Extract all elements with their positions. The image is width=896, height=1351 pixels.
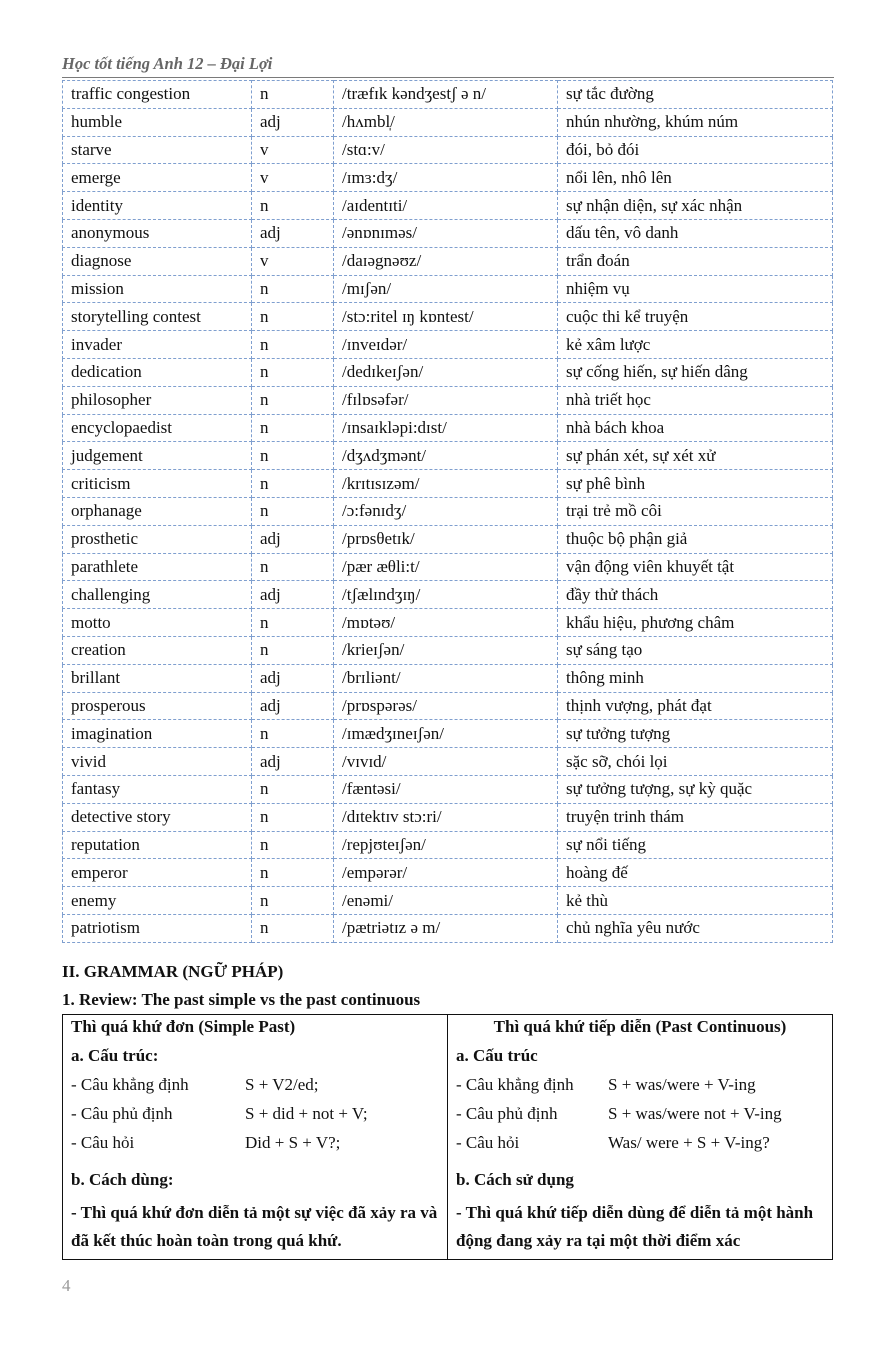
word-cell: humble bbox=[63, 108, 252, 136]
form-label: - Câu hỏi bbox=[71, 1133, 135, 1152]
form-formula: Did + S + V?; bbox=[245, 1133, 341, 1152]
word-cell: identity bbox=[63, 192, 252, 220]
meaning-cell: sự sáng tạo bbox=[558, 636, 833, 664]
part-of-speech-cell: n bbox=[252, 803, 334, 831]
part-of-speech-cell: adj bbox=[252, 219, 334, 247]
table-row bbox=[63, 164, 833, 192]
meaning-cell: dấu tên, vô danh bbox=[558, 219, 833, 247]
word-cell: challenging bbox=[63, 581, 252, 609]
pronunciation-cell: /ɪmɜ:dʒ/ bbox=[334, 164, 558, 192]
part-of-speech-cell: n bbox=[252, 831, 334, 859]
part-of-speech-cell: v bbox=[252, 247, 334, 275]
meaning-cell: nổi lên, nhô lên bbox=[558, 164, 833, 192]
word-cell: philosopher bbox=[63, 386, 252, 414]
page-number: 4 bbox=[62, 1276, 71, 1295]
part-of-speech-cell: n bbox=[252, 720, 334, 748]
pronunciation-cell: /hʌmbl̩/ bbox=[334, 108, 558, 136]
part-of-speech-cell: n bbox=[252, 914, 334, 942]
past-continuous-structure-label: a. Cấu trúc bbox=[456, 1046, 538, 1065]
pronunciation-cell: /træfɪk kəndʒestʃ ə n/ bbox=[334, 81, 558, 109]
part-of-speech-cell: n bbox=[252, 497, 334, 525]
part-of-speech-cell: n bbox=[252, 887, 334, 915]
pronunciation-cell: /aɪdentɪti/ bbox=[334, 192, 558, 220]
pronunciation-cell: /ɪmædʒɪneɪʃən/ bbox=[334, 720, 558, 748]
part-of-speech-cell: n bbox=[252, 553, 334, 581]
grammar-comparison-table bbox=[62, 1014, 833, 1260]
table-row bbox=[63, 192, 833, 220]
word-cell: storytelling contest bbox=[63, 303, 252, 331]
table-row bbox=[63, 636, 833, 664]
table-row bbox=[63, 414, 833, 442]
past-continuous-column bbox=[448, 1015, 833, 1260]
meaning-cell: nhún nhường, khúm núm bbox=[558, 108, 833, 136]
vocabulary-table-body bbox=[63, 81, 833, 943]
vocabulary-table bbox=[62, 80, 833, 943]
word-cell: invader bbox=[63, 331, 252, 359]
table-row bbox=[63, 887, 833, 915]
meaning-cell: nhà bách khoa bbox=[558, 414, 833, 442]
meaning-cell: thuộc bộ phận giả bbox=[558, 525, 833, 553]
meaning-cell: sặc sỡ, chói lọi bbox=[558, 748, 833, 776]
running-header: Học tốt tiếng Anh 12 – Đại Lợi bbox=[62, 54, 834, 78]
simple-past-row bbox=[71, 1075, 439, 1097]
meaning-cell: trẩn đoán bbox=[558, 247, 833, 275]
word-cell: starve bbox=[63, 136, 252, 164]
pronunciation-cell: /prɒspərəs/ bbox=[334, 692, 558, 720]
part-of-speech-cell: n bbox=[252, 192, 334, 220]
word-cell: brillant bbox=[63, 664, 252, 692]
part-of-speech-cell: v bbox=[252, 164, 334, 192]
table-row bbox=[63, 497, 833, 525]
meaning-cell: đói, bỏ đói bbox=[558, 136, 833, 164]
word-cell: motto bbox=[63, 609, 252, 637]
table-row bbox=[63, 136, 833, 164]
word-cell: mission bbox=[63, 275, 252, 303]
pronunciation-cell: /pær æθli:t/ bbox=[334, 553, 558, 581]
grammar-subsection-title: 1. Review: The past simple vs the past continuous bbox=[62, 990, 421, 1009]
table-row bbox=[63, 81, 833, 109]
simple-past-structure-label: a. Cấu trúc: bbox=[71, 1046, 159, 1065]
pronunciation-cell: /ɪnveɪdər/ bbox=[334, 331, 558, 359]
simple-past-usage-label: b. Cách dùng: bbox=[71, 1170, 174, 1189]
pronunciation-cell: /daɪəgnəʊz/ bbox=[334, 247, 558, 275]
meaning-cell: sự nhận diện, sự xác nhận bbox=[558, 192, 833, 220]
word-cell: anonymous bbox=[63, 219, 252, 247]
table-row bbox=[63, 386, 833, 414]
meaning-cell: đầy thử thách bbox=[558, 581, 833, 609]
word-cell: diagnose bbox=[63, 247, 252, 275]
table-row bbox=[63, 748, 833, 776]
table-row bbox=[63, 275, 833, 303]
part-of-speech-cell: adj bbox=[252, 581, 334, 609]
word-cell: imagination bbox=[63, 720, 252, 748]
table-row bbox=[63, 581, 833, 609]
pronunciation-cell: /enəmi/ bbox=[334, 887, 558, 915]
table-row bbox=[63, 720, 833, 748]
past-continuous-row bbox=[456, 1075, 824, 1097]
form-formula: S + was/were not + V-ing bbox=[608, 1104, 782, 1123]
word-cell: judgement bbox=[63, 442, 252, 470]
form-label: - Câu phủ định bbox=[456, 1104, 558, 1123]
meaning-cell: sự tắc đường bbox=[558, 81, 833, 109]
word-cell: emerge bbox=[63, 164, 252, 192]
table-row bbox=[63, 331, 833, 359]
pronunciation-cell: /dɪtektɪv stɔ:ri/ bbox=[334, 803, 558, 831]
part-of-speech-cell: n bbox=[252, 414, 334, 442]
form-label: - Câu khẳng định bbox=[71, 1075, 189, 1094]
word-cell: creation bbox=[63, 636, 252, 664]
pronunciation-cell: /stɔ:ritel ɪŋ kɒntest/ bbox=[334, 303, 558, 331]
meaning-cell: sự phán xét, sự xét xử bbox=[558, 442, 833, 470]
table-row bbox=[63, 358, 833, 386]
table-row bbox=[63, 664, 833, 692]
table-row bbox=[63, 553, 833, 581]
part-of-speech-cell: n bbox=[252, 386, 334, 414]
word-cell: patriotism bbox=[63, 914, 252, 942]
meaning-cell: sự tưởng tượng, sự kỳ quặc bbox=[558, 775, 833, 803]
pronunciation-cell: /fæntəsi/ bbox=[334, 775, 558, 803]
meaning-cell: cuộc thi kể truyện bbox=[558, 303, 833, 331]
pronunciation-cell: /repjʊteɪʃən/ bbox=[334, 831, 558, 859]
word-cell: encyclopaedist bbox=[63, 414, 252, 442]
simple-past-row bbox=[71, 1104, 439, 1126]
part-of-speech-cell: n bbox=[252, 81, 334, 109]
past-continuous-row bbox=[456, 1133, 824, 1155]
word-cell: dedication bbox=[63, 358, 252, 386]
word-cell: detective story bbox=[63, 803, 252, 831]
word-cell: prosthetic bbox=[63, 525, 252, 553]
pronunciation-cell: /krɪtɪsɪzəm/ bbox=[334, 470, 558, 498]
meaning-cell: hoàng đế bbox=[558, 859, 833, 887]
table-row bbox=[63, 108, 833, 136]
table-row bbox=[63, 525, 833, 553]
part-of-speech-cell: adj bbox=[252, 664, 334, 692]
table-row bbox=[63, 609, 833, 637]
meaning-cell: trại trẻ mồ côi bbox=[558, 497, 833, 525]
table-row bbox=[63, 442, 833, 470]
pronunciation-cell: /tʃælɪndʒɪŋ/ bbox=[334, 581, 558, 609]
grammar-section-title: II. GRAMMAR (NGỮ PHÁP) bbox=[62, 962, 284, 981]
meaning-cell: kẻ thù bbox=[558, 887, 833, 915]
form-formula: S + V2/ed; bbox=[245, 1075, 319, 1094]
pronunciation-cell: /ɪnsaɪkləpi:dɪst/ bbox=[334, 414, 558, 442]
form-label: - Câu hỏi bbox=[456, 1133, 520, 1152]
past-continuous-usage-label: b. Cách sử dụng bbox=[456, 1170, 574, 1189]
word-cell: fantasy bbox=[63, 775, 252, 803]
meaning-cell: vận động viên khuyết tật bbox=[558, 553, 833, 581]
part-of-speech-cell: n bbox=[252, 303, 334, 331]
pronunciation-cell: /dʒʌdʒmənt/ bbox=[334, 442, 558, 470]
part-of-speech-cell: n bbox=[252, 775, 334, 803]
meaning-cell: thông minh bbox=[558, 664, 833, 692]
pronunciation-cell: /empərər/ bbox=[334, 859, 558, 887]
form-label: - Câu phủ định bbox=[71, 1104, 173, 1123]
word-cell: emperor bbox=[63, 859, 252, 887]
meaning-cell: sự nổi tiếng bbox=[558, 831, 833, 859]
word-cell: prosperous bbox=[63, 692, 252, 720]
part-of-speech-cell: adj bbox=[252, 748, 334, 776]
part-of-speech-cell: n bbox=[252, 275, 334, 303]
pronunciation-cell: /pætriətɪz ə m/ bbox=[334, 914, 558, 942]
pronunciation-cell: /mɪʃən/ bbox=[334, 275, 558, 303]
part-of-speech-cell: n bbox=[252, 609, 334, 637]
part-of-speech-cell: n bbox=[252, 358, 334, 386]
part-of-speech-cell: n bbox=[252, 859, 334, 887]
table-row bbox=[63, 859, 833, 887]
table-row bbox=[63, 219, 833, 247]
pronunciation-cell: /krieɪʃən/ bbox=[334, 636, 558, 664]
word-cell: vivid bbox=[63, 748, 252, 776]
part-of-speech-cell: n bbox=[252, 470, 334, 498]
pronunciation-cell: /ɔ:fənɪdʒ/ bbox=[334, 497, 558, 525]
pronunciation-cell: /prɒsθetɪk/ bbox=[334, 525, 558, 553]
form-label: - Câu khẳng định bbox=[456, 1075, 574, 1094]
meaning-cell: thịnh vượng, phát đạt bbox=[558, 692, 833, 720]
table-row bbox=[63, 303, 833, 331]
table-row bbox=[63, 470, 833, 498]
simple-past-row bbox=[71, 1133, 439, 1155]
part-of-speech-cell: n bbox=[252, 442, 334, 470]
meaning-cell: sự phê bình bbox=[558, 470, 833, 498]
simple-past-usage-text: - Thì quá khứ đơn diễn tả một sự việc đã xảy ra và đã kết thúc hoàn toàn trong quá khứ. bbox=[71, 1203, 438, 1250]
pronunciation-cell: /ənɒnɪməs/ bbox=[334, 219, 558, 247]
simple-past-heading: Thì quá khứ đơn (Simple Past) bbox=[71, 1017, 296, 1036]
meaning-cell: truyện trinh thám bbox=[558, 803, 833, 831]
table-row bbox=[63, 914, 833, 942]
meaning-cell: chủ nghĩa yêu nước bbox=[558, 914, 833, 942]
table-row bbox=[63, 803, 833, 831]
part-of-speech-cell: adj bbox=[252, 108, 334, 136]
meaning-cell: kẻ xâm lược bbox=[558, 331, 833, 359]
past-continuous-heading: Thì quá khứ tiếp diễn (Past Continuous) bbox=[493, 1017, 787, 1036]
form-formula: S + was/were + V-ing bbox=[608, 1075, 756, 1094]
pronunciation-cell: /dedɪkeɪʃən/ bbox=[334, 358, 558, 386]
pronunciation-cell: /mɒtəʊ/ bbox=[334, 609, 558, 637]
meaning-cell: nhiệm vụ bbox=[558, 275, 833, 303]
word-cell: traffic congestion bbox=[63, 81, 252, 109]
pronunciation-cell: /vɪvɪd/ bbox=[334, 748, 558, 776]
meaning-cell: sự tưởng tượng bbox=[558, 720, 833, 748]
table-row bbox=[63, 831, 833, 859]
meaning-cell: khẩu hiệu, phương châm bbox=[558, 609, 833, 637]
part-of-speech-cell: n bbox=[252, 636, 334, 664]
part-of-speech-cell: adj bbox=[252, 525, 334, 553]
table-row bbox=[63, 692, 833, 720]
simple-past-column bbox=[63, 1015, 448, 1260]
table-row bbox=[63, 247, 833, 275]
pronunciation-cell: /fɪlɒsəfər/ bbox=[334, 386, 558, 414]
word-cell: reputation bbox=[63, 831, 252, 859]
table-row bbox=[63, 775, 833, 803]
past-continuous-row bbox=[456, 1104, 824, 1126]
form-formula: Was/ were + S + V-ing? bbox=[608, 1133, 770, 1152]
word-cell: enemy bbox=[63, 887, 252, 915]
meaning-cell: sự cống hiến, sự hiến dâng bbox=[558, 358, 833, 386]
word-cell: orphanage bbox=[63, 497, 252, 525]
form-formula: S + did + not + V; bbox=[245, 1104, 368, 1123]
word-cell: criticism bbox=[63, 470, 252, 498]
past-continuous-usage-text: - Thì quá khứ tiếp diễn dùng để diễn tả một hành động đang xảy ra tại một thời điểm xác bbox=[456, 1203, 814, 1250]
word-cell: parathlete bbox=[63, 553, 252, 581]
part-of-speech-cell: adj bbox=[252, 692, 334, 720]
part-of-speech-cell: v bbox=[252, 136, 334, 164]
part-of-speech-cell: n bbox=[252, 331, 334, 359]
pronunciation-cell: /brɪliənt/ bbox=[334, 664, 558, 692]
pronunciation-cell: /stɑ:v/ bbox=[334, 136, 558, 164]
meaning-cell: nhà triết học bbox=[558, 386, 833, 414]
